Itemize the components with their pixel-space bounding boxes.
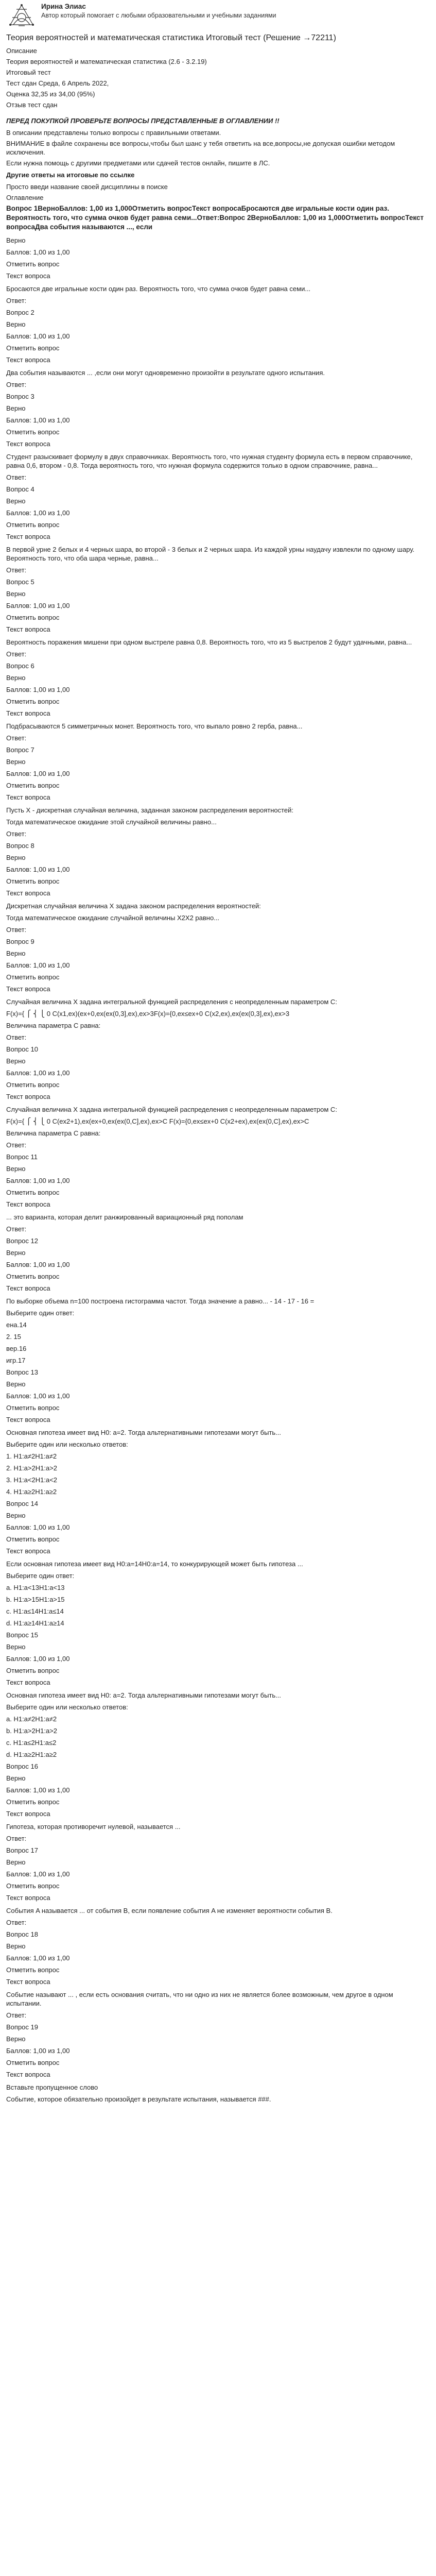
question-number: Вопрос 7	[6, 746, 34, 754]
question-extra: Тогда математическое ожидание этой случайной величины равно...	[6, 818, 217, 826]
status-verno: Верно	[6, 497, 26, 505]
question-block	[6, 452, 430, 541]
question-text-label: Текст вопроса	[6, 533, 50, 540]
status-verno: Верно	[6, 758, 26, 766]
toc-q1	[6, 236, 430, 280]
question-block	[6, 1213, 430, 1293]
question-block	[6, 638, 430, 718]
answer-option[interactable]: a. H1:a≠2H1:a≠2	[6, 1715, 57, 1723]
question-text: Два события называются ... ,если они могут одновременно произойти в результате одного испытания.	[6, 369, 325, 377]
score-label: Баллов: 1,00 из 1,00	[6, 866, 70, 873]
score-label: Баллов: 1,00 из 1,00	[6, 770, 70, 777]
status-verno: Верно	[6, 320, 26, 328]
answer-label: Ответ:	[6, 2011, 27, 2019]
question-number: Вопрос 15	[6, 1631, 38, 1639]
question-text: ... это варианта, которая делит ранжированный вариационный ряд пополам	[6, 1213, 243, 1221]
meta-test-type: Итоговый тест	[6, 69, 51, 76]
answer-label: Ответ:	[6, 297, 27, 304]
flag-question-link[interactable]: Отметить вопрос	[6, 344, 60, 352]
flag-question-link[interactable]: Отметить вопрос	[6, 1667, 60, 1674]
question-number: Вопрос 2	[6, 309, 34, 316]
answer-option[interactable]: 3. H1:a<2H1:a<2	[6, 1476, 58, 1484]
toc-q1-score: Баллов: 1,00 из 1,00	[6, 248, 70, 256]
question-block	[6, 1560, 430, 1687]
score-label: Баллов: 1,00 из 1,00	[6, 1177, 70, 1184]
intro-attention: ВНИМАНИЕ в файле сохранены все вопросы,чтобы был шанс у тебя ответить на все,вопросы,не допуская ошибки методом исключения.	[6, 140, 395, 156]
question-text: Событие называют ... , если есть основания считать, что ни одно из них не является более возможным, чем другое в одном испытании.	[6, 1991, 393, 2007]
answer-option[interactable]: вер.16	[6, 1345, 27, 1352]
status-verno: Верно	[6, 1512, 26, 1519]
status-verno: Верно	[6, 1165, 26, 1173]
question-text: Пусть X - дискретная случайная величина, заданная законом распределения вероятностей:	[6, 806, 294, 814]
question-block	[6, 1691, 430, 1818]
flag-question-link[interactable]: Отметить вопрос	[6, 2059, 60, 2066]
answer-option[interactable]: d. H1:a≥2H1:a≥2	[6, 1751, 57, 1758]
answer-option[interactable]: ена.14	[6, 1321, 27, 1329]
answer-option[interactable]: игр.17	[6, 1357, 26, 1364]
warning-notice: ПЕРЕД ПОКУПКОЙ ПРОВЕРЬТЕ ВОПРОСЫ ПРЕДСТАВЛЕННЫЕ В ОГЛАВЛЕНИИ !!	[6, 117, 280, 125]
flag-question-link[interactable]: Отметить вопрос	[6, 782, 60, 789]
answer-label: Ответ:	[6, 734, 27, 742]
question-block	[6, 997, 430, 1101]
flag-question-link[interactable]: Отметить вопрос	[6, 1882, 60, 1890]
flag-question-link[interactable]: Отметить вопрос	[6, 1081, 60, 1089]
question-extra: F(x)={ ⎧ ⎨ ⎩ 0 C(x1,ex)(ex+0,ex(ex(0,3],ex),ex>3F(x)={0,ex≤ex+0 C(x2,ex),ex(ex(0,3],ex),ex>3	[6, 1010, 290, 1018]
flag-question-link[interactable]: Отметить вопрос	[6, 973, 60, 981]
question-text: Если основная гипотеза имеет вид H0:a=14H0:a=14, то конкурирующей может быть гипотеза ...	[6, 1560, 303, 1568]
flag-question-link[interactable]: Отметить вопрос	[6, 1273, 60, 1280]
intro-help: Если нужна помощь с другими предметами или сдачей тестов онлайн, пишите в ЛС.	[6, 159, 270, 167]
question-text-label: Текст вопроса	[6, 1978, 50, 1986]
question-block	[6, 545, 430, 634]
score-label: Баллов: 1,00 из 1,00	[6, 332, 70, 340]
status-verno: Верно	[6, 1380, 26, 1388]
question-block	[6, 806, 430, 897]
question-text-label: Текст вопроса	[6, 1810, 50, 1818]
question-number: Вопрос 16	[6, 1762, 38, 1770]
answer-option[interactable]: a. H1:a<13H1:a<13	[6, 1584, 65, 1591]
score-label: Баллов: 1,00 из 1,00	[6, 1261, 70, 1268]
question-extra: Величина параметра C равна:	[6, 1022, 101, 1029]
answer-option[interactable]: c. H1:a≤2H1:a≤2	[6, 1739, 57, 1747]
question-text: Основная гипотеза имеет вид H0: a=2. Тогда альтернативными гипотезами могут быть...	[6, 1691, 282, 1699]
status-verno: Верно	[6, 1774, 26, 1782]
question-extra: Величина параметра C равна:	[6, 1129, 101, 1137]
intro-line: В описании представлены только вопросы с правильными ответами.	[6, 129, 221, 137]
question-block	[6, 1906, 430, 1986]
question-text-label: Текст вопроса	[6, 1679, 50, 1686]
author-card	[6, 2, 430, 29]
status-verno: Верно	[6, 1057, 26, 1065]
question-number: Вопрос 3	[6, 393, 34, 400]
question-text-label: Текст вопроса	[6, 1547, 50, 1555]
answer-option[interactable]: b. H1:a>15H1:a>15	[6, 1596, 65, 1603]
question-block	[6, 368, 430, 448]
question-block	[6, 1105, 430, 1209]
answer-label: Ответ:	[6, 566, 27, 574]
question-text-label: Текст вопроса	[6, 1416, 50, 1423]
answer-option[interactable]: d. H1:a≥14H1:a≥14	[6, 1619, 64, 1627]
question-text-label: Текст вопроса	[6, 1284, 50, 1292]
score-label: Баллов: 1,00 из 1,00	[6, 1870, 70, 1878]
status-verno: Верно	[6, 1858, 26, 1866]
toc-q1-verno: Верно	[6, 236, 26, 244]
other-answers-link[interactable]: Другие ответы на итоговые по ссылке	[6, 171, 135, 179]
flag-question-link[interactable]: Отметить вопрос	[6, 1798, 60, 1806]
answer-option[interactable]: 2. 15	[6, 1333, 21, 1341]
question-text-label: Текст вопроса	[6, 2071, 50, 2078]
question-number: Вопрос 11	[6, 1153, 38, 1161]
meta-course: Теория вероятностей и математическая статистика (2.6 - 3.2.19)	[6, 58, 207, 65]
question-text: Вставьте пропущенное слово	[6, 2083, 98, 2091]
question-text-label: Текст вопроса	[6, 440, 50, 448]
question-block	[6, 902, 430, 993]
status-verno: Верно	[6, 2035, 26, 2043]
question-number: Вопрос 4	[6, 485, 34, 493]
answer-label: Ответ:	[6, 1919, 27, 1926]
question-text: Вероятность поражения мишени при одном выстреле равна 0,8. Вероятность того, что из 5 выстрелов 2 будут удачными, равна...	[6, 638, 412, 646]
status-verno: Верно	[6, 674, 26, 682]
question-block	[6, 1297, 430, 1424]
question-text: Гипотеза, которая противоречит нулевой, называется ...	[6, 1823, 181, 1831]
question-text: В первой урне 2 белых и 4 черных шара, во второй - 3 белых и 2 черных шара. Из каждой урны наудачу извлекли по одному шару. Вероятность того, что оба шара черные, равна...	[6, 546, 415, 562]
question-block	[6, 1428, 430, 1555]
flag-question-link[interactable]: Отметить вопрос	[6, 698, 60, 705]
search-tip: Просто введи название своей дисциплины в поиске	[6, 183, 168, 191]
question-text-label: Текст вопроса	[6, 1200, 50, 1208]
question-text-label: Текст вопроса	[6, 356, 50, 364]
status-verno: Верно	[6, 854, 26, 861]
author-name[interactable]: Ирина Элиас	[41, 3, 86, 10]
answer-option[interactable]: 2. H1:a>2H1:a>2	[6, 1464, 58, 1472]
question-number: Вопрос 6	[6, 662, 34, 670]
question-number: Вопрос 8	[6, 842, 34, 850]
question-text-label: Текст вопроса	[6, 889, 50, 897]
answer-label: Ответ:	[6, 1835, 27, 1842]
status-verno: Верно	[6, 590, 26, 598]
answer-label: Ответ:	[6, 1141, 27, 1149]
question-text-label: Текст вопроса	[6, 1093, 50, 1100]
flag-question-link[interactable]: Отметить вопрос	[6, 1404, 60, 1412]
question-number: Вопрос 12	[6, 1237, 38, 1245]
question-text: Случайная величина X задана интегральной функцией распределения с неопределенным параметром C:	[6, 998, 337, 1006]
question-number: Вопрос 5	[6, 578, 34, 586]
answer-label: Ответ:	[6, 1225, 27, 1233]
question-text-label: Текст вопроса	[6, 625, 50, 633]
status-verno: Верно	[6, 1643, 26, 1651]
question-extra: Событие, которое обязательно произойдет в результате испытания, называется ###.	[6, 2095, 271, 2103]
score-label: Баллов: 1,00 из 1,00	[6, 1392, 70, 1400]
answer-label: Ответ:	[6, 830, 27, 838]
question-extra: F(x)={ ⎧ ⎨ ⎩ 0 C(ex2+1),ex(ex+0,ex(ex(0,C],ex),ex>C F(x)={0,ex≤ex+0 C(x2+ex),ex(ex(0,C],ex),ex>C	[6, 1117, 309, 1125]
score-label: Баллов: 1,00 из 1,00	[6, 1069, 70, 1077]
options-label: Выберите один ответ:	[6, 1572, 75, 1580]
toc-q1-text-label: Текст вопроса	[6, 272, 50, 280]
question-text: Подбрасываются 5 симметричных монет. Вероятность того, что выпало ровно 2 герба, равна...	[6, 722, 303, 730]
question-extra: Тогда математическое ожидание случайной величины X2X2 равно...	[6, 914, 220, 922]
question-block	[6, 1822, 430, 1902]
question-number: Вопрос 14	[6, 1500, 38, 1507]
answer-option[interactable]: 1. H1:a≠2H1:a≠2	[6, 1452, 57, 1460]
score-label: Баллов: 1,00 из 1,00	[6, 686, 70, 693]
meta-date: Тест сдан Среда, 6 Апрель 2022,	[6, 79, 109, 87]
status-verno: Верно	[6, 1942, 26, 1950]
question-number: Вопрос 13	[6, 1368, 38, 1376]
status-verno: Верно	[6, 1249, 26, 1257]
score-label: Баллов: 1,00 из 1,00	[6, 1655, 70, 1663]
answer-option[interactable]: 4. H1:a≥2H1:a≥2	[6, 1488, 57, 1496]
score-label: Баллов: 1,00 из 1,00	[6, 416, 70, 424]
score-label: Баллов: 1,00 из 1,00	[6, 1786, 70, 1794]
question-number: Вопрос 10	[6, 1045, 38, 1053]
flag-question-link[interactable]: Отметить вопрос	[6, 877, 60, 885]
question-text: Дискретная случайная величина X задана законом распределения вероятностей:	[6, 902, 261, 910]
answer-option[interactable]: c. H1:a≤14H1:a≤14	[6, 1607, 64, 1615]
flag-question-link[interactable]: Отметить вопрос	[6, 1535, 60, 1543]
score-label: Баллов: 1,00 из 1,00	[6, 1954, 70, 1962]
answer-label: Ответ:	[6, 473, 27, 481]
question-block	[6, 284, 430, 364]
test-meta	[6, 46, 430, 109]
question-text-label: Текст вопроса	[6, 709, 50, 717]
question-block	[6, 1990, 430, 2079]
question-number: Вопрос 18	[6, 1930, 38, 1938]
options-label: Выберите один или несколько ответов:	[6, 1440, 128, 1448]
options-label: Выберите один или несколько ответов:	[6, 1703, 128, 1711]
meta-grade: Оценка 32,35 из 34,00 (95%)	[6, 90, 95, 98]
question-text: Случайная величина X задана интегральной функцией распределения с неопределенным параметром C:	[6, 1106, 337, 1113]
flag-question-link[interactable]: Отметить вопрос	[6, 1966, 60, 1974]
answer-option[interactable]: b. H1:a>2H1:a>2	[6, 1727, 58, 1735]
toc-q1-mark[interactable]: Отметить вопрос	[6, 260, 60, 268]
question-number: Вопрос 9	[6, 938, 34, 945]
question-text: По выборке объема n=100 построена гистограмма частот. Тогда значение a равно... - 14 - 17 - 16 =	[6, 1297, 315, 1305]
question-block	[6, 722, 430, 802]
question-block	[6, 2083, 430, 2104]
answer-label: Ответ:	[6, 381, 27, 388]
answer-label: Ответ:	[6, 926, 27, 934]
question-text-label: Текст вопроса	[6, 1894, 50, 1902]
question-text: Студент разыскивает формулу в двух справочниках. Вероятность того, что нужная студенту формула есть в первом справочнике, равна 0,6, втором - 0,8. Тогда вероятность того, что нужная формула содержится только в одном справочнике, равна...	[6, 453, 413, 469]
author-logo-icon	[6, 2, 37, 29]
question-text-label: Текст вопроса	[6, 793, 50, 801]
author-description: Автор который помогает с любыми образовательными и учебными заданиями	[41, 12, 276, 19]
answer-label: Ответ:	[6, 650, 27, 658]
flag-question-link[interactable]: Отметить вопрос	[6, 428, 60, 436]
flag-question-link[interactable]: Отметить вопрос	[6, 614, 60, 621]
score-label: Баллов: 1,00 из 1,00	[6, 602, 70, 609]
score-label: Баллов: 1,00 из 1,00	[6, 961, 70, 969]
toc-text: Вопрос 1ВерноБаллов: 1,00 из 1,000Отметить вопросТекст вопросаБросаются две игральные кости один раз. Вероятность того, что сумма очков будет равна семи...Ответ:Вопрос 2ВерноБаллов: 1,00 из 1,000Отметить вопросТекст вопросаДва события называются ..., если	[6, 205, 424, 231]
score-label: Баллов: 1,00 из 1,00	[6, 509, 70, 517]
answer-label: Ответ:	[6, 1033, 27, 1041]
question-list	[6, 284, 430, 2104]
meta-feedback: Отзыв тест сдан	[6, 101, 58, 109]
question-text: Основная гипотеза имеет вид H0: a=2. Тогда альтернативными гипотезами могут быть...	[6, 1429, 282, 1436]
toc-label: Оглавление	[6, 194, 44, 201]
question-number: Вопрос 17	[6, 1846, 38, 1854]
meta-description-label: Описание	[6, 47, 37, 55]
question-number: Вопрос 19	[6, 2023, 38, 2031]
question-text: События A называется ... от события B, если появление события A не изменяет вероятности события B.	[6, 1907, 333, 1914]
flag-question-link[interactable]: Отметить вопрос	[6, 1189, 60, 1196]
status-verno: Верно	[6, 404, 26, 412]
score-label: Баллов: 1,00 из 1,00	[6, 1523, 70, 1531]
question-text-label: Текст вопроса	[6, 985, 50, 993]
status-verno: Верно	[6, 950, 26, 957]
question-text: Бросаются две игральные кости один раз. Вероятность того, что сумма очков будет равна семи...	[6, 285, 311, 293]
page-title: Теория вероятностей и математическая статистика Итоговый тест (Решение →72211)	[6, 33, 336, 42]
flag-question-link[interactable]: Отметить вопрос	[6, 521, 60, 529]
score-label: Баллов: 1,00 из 1,00	[6, 2047, 70, 2055]
options-label: Выберите один ответ:	[6, 1309, 75, 1317]
